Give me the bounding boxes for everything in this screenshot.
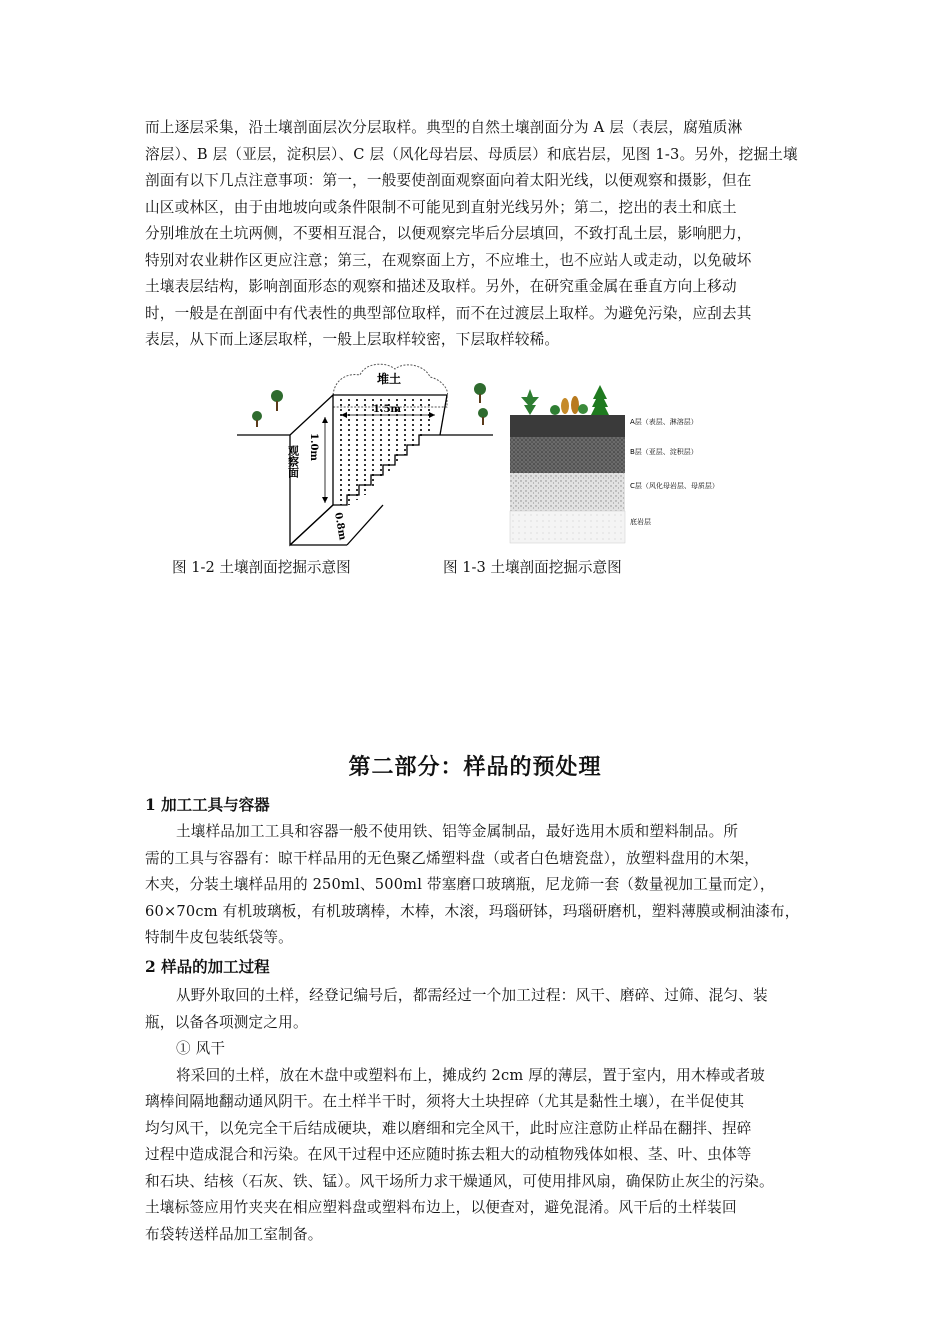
layer-a-label: A层（表层、淋溶层） xyxy=(630,418,698,426)
text-line: 溶层）、B 层（亚层，淀积层）、C 层（风化母岩层、母质层）和底岩层，见图 1-3。另外，挖掘土壤 xyxy=(145,145,798,163)
layer-c-label: C层（风化母岩层、母质层） xyxy=(630,482,719,490)
text-line: 过程中造成混合和污染。在风干过程中还应随时拣去粗大的动植物残体如根、茎、叶、虫体等 xyxy=(145,1146,752,1163)
text-line: 土壤表层结构，影响剖面形态的观察和描述及取样。另外，在研究重金属在垂直方向上移动 xyxy=(145,278,737,295)
layer-b-label: B层（亚层、淀积层） xyxy=(630,448,698,456)
layer-b xyxy=(510,437,625,473)
text-line: 时，一般是在剖面中有代表性的典型部位取样，而不在过渡层上取样。为避免污染，应刮去其 xyxy=(145,304,752,322)
text-line: 特制牛皮包装纸袋等。 xyxy=(145,929,293,946)
text-line: 需的工具与容器有：晾干样品用的无色聚乙烯塑料盘（或者白色塘瓷盘），放塑料盘用的木架， xyxy=(145,849,760,867)
section-title: 第二部分：样品的预处理 xyxy=(348,754,602,780)
layer-bedrock-label: 底岩层 xyxy=(630,518,651,526)
tree-icon xyxy=(474,383,486,403)
text-line: 均匀风干，以免完全干后结成硬块，难以磨细和完全风干，此时应注意防止样品在翻拌、捏碎 xyxy=(145,1119,752,1137)
text-line: 和石块、结核（石灰、铁、锰）。风干场所力求干燥通风，可使用排风扇，确保防止灰尘的污染。 xyxy=(145,1172,774,1190)
text-line: 木夹，分装土壤样品用的 250ml、500ml 带塞磨口玻璃瓶，尼龙筛一套（数量视加工量而定）， xyxy=(145,876,775,893)
text-line: 分别堆放在土坑两侧，不要相互混合，以便观察完毕后分层填回，不致打乱土层，影响肥力， xyxy=(145,225,752,242)
tools-paragraph xyxy=(145,819,813,952)
heading-tools: 1 加工工具与容器 xyxy=(145,795,270,814)
layer-a xyxy=(510,415,625,437)
text-line: 剖面有以下几点注意事项：第一，一般要使剖面观察面向着太阳光线，以便观察和摄影，但在 xyxy=(145,172,752,189)
layer-bedrock xyxy=(510,511,625,543)
text-line: 土壤样品加工工具和容器一般不使用铁、铝等金属制品，最好选用木质和塑料制品。所 xyxy=(176,823,739,840)
text-line: 特别对农业耕作区更应注意；第三，在观察面上方，不应堆土，也不应站人或走动，以免破坏 xyxy=(145,251,752,269)
face-label: 观察面 xyxy=(286,445,300,478)
figure-1-3-caption: 图 1-3 土壤剖面挖掘示意图 xyxy=(443,559,622,576)
heading-process: 2 样品的加工过程 xyxy=(145,957,270,976)
text-line: 而上逐层采集，沿土壤剖面层次分层取样。典型的自然土壤剖面分为 A 层（表层，腐殖质淋 xyxy=(145,119,743,136)
text-line: 瓶，以备各项测定之用。 xyxy=(145,1013,308,1031)
tree-icon xyxy=(478,408,488,425)
text-line: 布袋转送样品加工室制备。 xyxy=(145,1225,323,1243)
layer-c xyxy=(510,473,625,511)
process-paragraph xyxy=(145,983,813,1248)
tree-icon xyxy=(252,411,262,427)
subheading-air-dry: ① 风干 xyxy=(176,1040,226,1057)
text-line: 土壤标签应用竹夹夹在相应塑料盘或塑料布边上，以便查对，避免混淆。风干后的土样装回 xyxy=(145,1199,737,1216)
vegetation-icons xyxy=(521,385,609,415)
text-line: 60×70cm 有机玻璃板，有机玻璃棒，木棒，木滚，玛瑙研钵，玛瑙研磨机，塑料薄膜或桐油漆布， xyxy=(145,902,800,920)
text-line: 璃棒间隔地翻动通风阴干。在土样半干时，须将大土块捏碎（尤其是黏性土壤），在半促使其 xyxy=(145,1093,745,1110)
intro-paragraph xyxy=(145,115,813,354)
text-line: 从野外取回的土样，经登记编号后，都需经过一个加工过程：风干、磨碎、过筛、混匀、装 xyxy=(176,987,768,1004)
width-label: 1.5m xyxy=(373,404,401,415)
text-line: 表层，从下而上逐层取样，一般上层取样较密，下层取样较稀。 xyxy=(145,331,560,348)
figure-1-2-caption: 图 1-2 土壤剖面挖掘示意图 xyxy=(172,559,351,576)
soil-pit-diagram xyxy=(235,355,495,550)
depth-label: 1.0m xyxy=(308,433,319,461)
tree-icon xyxy=(271,390,283,411)
text-line: 将采回的土样，放在木盘中或塑料布上，摊成约 2cm 厚的薄层，置于室内，用木棒或者玻 xyxy=(176,1066,765,1084)
text-line: 山区或林区，由于由地坡向或条件限制不可能见到直射光线另外；第二，挖出的表土和底土 xyxy=(145,198,737,216)
pile-label: 堆土 xyxy=(377,372,402,386)
soil-horizon-diagram xyxy=(505,375,735,545)
bottom-label: 0.8m xyxy=(332,511,348,542)
